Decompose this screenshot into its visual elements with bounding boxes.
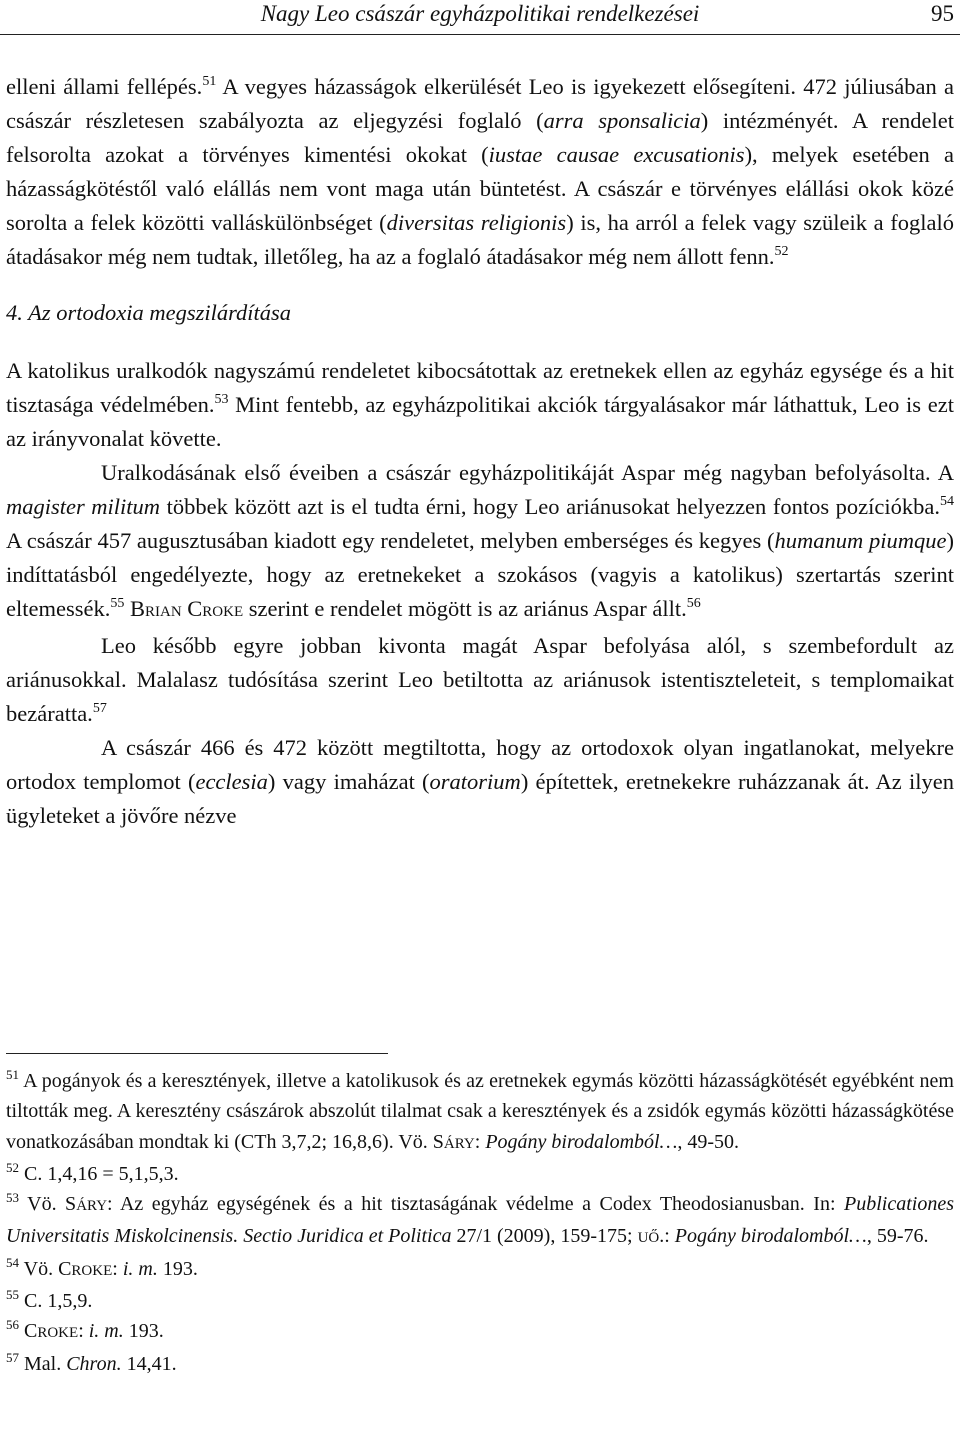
footnote-ref: 55 (6, 1287, 19, 1303)
footnote (6, 1066, 954, 1159)
footnote-separator (6, 1053, 388, 1054)
text-run: ÁRY (76, 1198, 108, 1215)
text-run: .: (659, 1225, 675, 1248)
text-run: Uralkodásának első éveiben a császár egyházpolitikáját Aspar még nagyban befolyásolta. A (101, 460, 954, 485)
footnote-ref: 51 (6, 1067, 19, 1082)
footnote-ref: 52 (6, 1159, 19, 1175)
text-run: ) építettek, eretnekekre ruházzanak át. Az ilyen ügyleteket a jövőre nézve (6, 769, 954, 828)
text-run: Vö. C (19, 1257, 72, 1280)
paragraph (6, 70, 954, 274)
footnote-ref: 53 (214, 392, 229, 407)
text-run: C. 1,4,16 = 5,1,5,3. (19, 1162, 179, 1185)
text-run: Mint fentebb, az egyházpolitikai akciók tárgyalásakor már láthattuk, Leo is ezt az irányvonalat követte. (6, 392, 954, 451)
text-run: ROKE (71, 1262, 113, 1279)
running-title: Nagy Leo császár egyházpolitikai rendelkezései (260, 1, 700, 26)
text-run: A pogányok és a keresztények, illetve a katolikusok és az eretnekek egymás közötti házasságkötését egyébként nem tiltották meg. A keresztény császárok abszolút tilalmat csak a keresztények és a zsidók egymás közötti házasságkötése vonatkozásában mondtak ki (CTh 3,7,2; 16,8,6). Vö. S (6, 1070, 954, 1153)
text-run: : (112, 1257, 123, 1280)
text-run: A császár 457 augusztusában kiadott egy rendeletet, melyben emberséges és kegyes ( (6, 528, 775, 553)
page-number: 95 (931, 1, 954, 26)
footnote (6, 1286, 954, 1316)
footnote (6, 1254, 954, 1286)
footnote-ref: 53 (6, 1190, 19, 1206)
text-run: elleni állami fellépés. (6, 74, 203, 99)
text-run: : (474, 1130, 486, 1153)
text-run: Leo később egyre jobban kivonta magát Aspar befolyása alól, s szembefordult az ariánusokkal. Malalasz tudósítása szerint Leo betiltotta az ariánusok istentiszteleteit, s templomaikat bezáratta. (6, 633, 954, 726)
text-run: UŐ (637, 1230, 660, 1247)
text-run: i. m. (122, 1257, 158, 1280)
text-run: : Az egyház egységének és a hit tisztaságának védelme a Codex Theodosianusban. In: (107, 1193, 844, 1216)
text-run: 4. Az ortodoxia megszilárdítása (6, 300, 292, 325)
text-run: diversitas religionis (386, 210, 567, 235)
text-run: ÁRY (443, 1135, 475, 1152)
footnote (6, 1316, 954, 1348)
text-run: többek között azt is el tudta érni, hogy Leo ariánusokat helyezzen fontos pozíciókba. (160, 494, 940, 519)
body-text (6, 70, 954, 833)
text-run: Vö. S (19, 1193, 77, 1216)
text-run: 27/1 (2009), 159-175; (451, 1225, 638, 1248)
text-run: RIAN (144, 604, 182, 620)
text-run: i. m. (88, 1320, 124, 1343)
text-run: ROKE (202, 604, 244, 620)
footnote-ref: 52 (774, 244, 789, 259)
text-run: Pogány birodalomból… (674, 1225, 867, 1248)
text-run: ), melyek esetében a házasságkötéstől való elállás nem vont maga után büntetést. A császár e törvényes elállási okok közé sorolta a felek közötti valláskülönbséget ( (6, 142, 954, 235)
text-run: C (181, 596, 203, 621)
text-run: Mal. (19, 1352, 67, 1375)
footnote-ref: 57 (6, 1349, 19, 1365)
text-run: Pogány birodalomból… (485, 1130, 678, 1153)
text-run: ecclesia (195, 769, 268, 794)
paragraph (6, 354, 954, 456)
text-run: , 49-50. (677, 1130, 740, 1153)
text-run: ) intézményét. A rendelet felsorolta azokat a törvényes kimentési okokat ( (6, 108, 955, 167)
text-run: 14,41. (121, 1352, 177, 1375)
text-run: oratorium (429, 769, 521, 794)
text-run: A vegyes házasságok elkerülését Leo is igyekezett elősegíteni. 472 júliusában a császár részletesen szabályozta az eljegyzési foglaló ( (6, 74, 955, 133)
text-run: : (78, 1320, 89, 1343)
paragraph (6, 629, 954, 731)
footnote (6, 1159, 954, 1189)
text-run: Chron. (66, 1352, 122, 1375)
text-run: ROKE (37, 1325, 79, 1342)
text-run: 193. (123, 1320, 164, 1343)
text-run: B (124, 596, 145, 621)
section-heading (6, 296, 954, 330)
text-run: A katolikus uralkodók nagyszámú rendeletet kibocsátottak az eretnekek ellen az egyház egysége és a hit tisztasága védelmében. (6, 358, 954, 417)
footnote (6, 1189, 954, 1254)
footnotes (6, 1066, 954, 1379)
footnote (6, 1349, 954, 1379)
text-run: ) vagy imaházat ( (267, 769, 430, 794)
text-run: ) is, ha arról a felek vagy szüleik a foglaló átadásakor még nem tudtak, illetőleg, ha az a foglaló átadásakor még nem állott fenn. (6, 210, 954, 269)
footnote-ref: 56 (6, 1317, 19, 1333)
text-run: A császár 466 és 472 között megtiltotta, hogy az ortodoxok olyan ingatlanokat, melyekre ortodox templomot ( (6, 735, 954, 794)
text-run: 193. (157, 1257, 198, 1280)
paragraph (6, 731, 954, 833)
text-run: C. 1,5,9. (19, 1290, 93, 1313)
footnote-ref: 54 (6, 1254, 19, 1270)
text-run: iustae causae excusationis (488, 142, 745, 167)
text-run: Publicationes Universitatis Miskolcinensis. Sectio Juridica et Politica (6, 1193, 954, 1248)
footnote-ref: 55 (110, 596, 125, 611)
text-run: szerint e rendelet mögött is az ariánus Aspar állt. (243, 596, 687, 621)
text-run: ) indíttatásból engedélyezte, hogy az eretnekeket a szokásos (vagyis a katolikus) szertartás szerint eltemessék. (6, 528, 955, 621)
footnote-ref: 54 (939, 494, 954, 509)
footnote-ref: 57 (92, 701, 107, 716)
paragraph (6, 456, 954, 629)
text-run: , 59-76. (866, 1225, 929, 1248)
text-run: arra sponsalicia (543, 108, 701, 133)
text-run: magister militum (6, 494, 161, 519)
text-run: C (19, 1320, 38, 1343)
footnote-ref: 51 (202, 74, 217, 89)
running-header (0, 0, 960, 35)
footnote-ref: 56 (686, 596, 701, 611)
text-run: humanum piumque (774, 528, 947, 553)
